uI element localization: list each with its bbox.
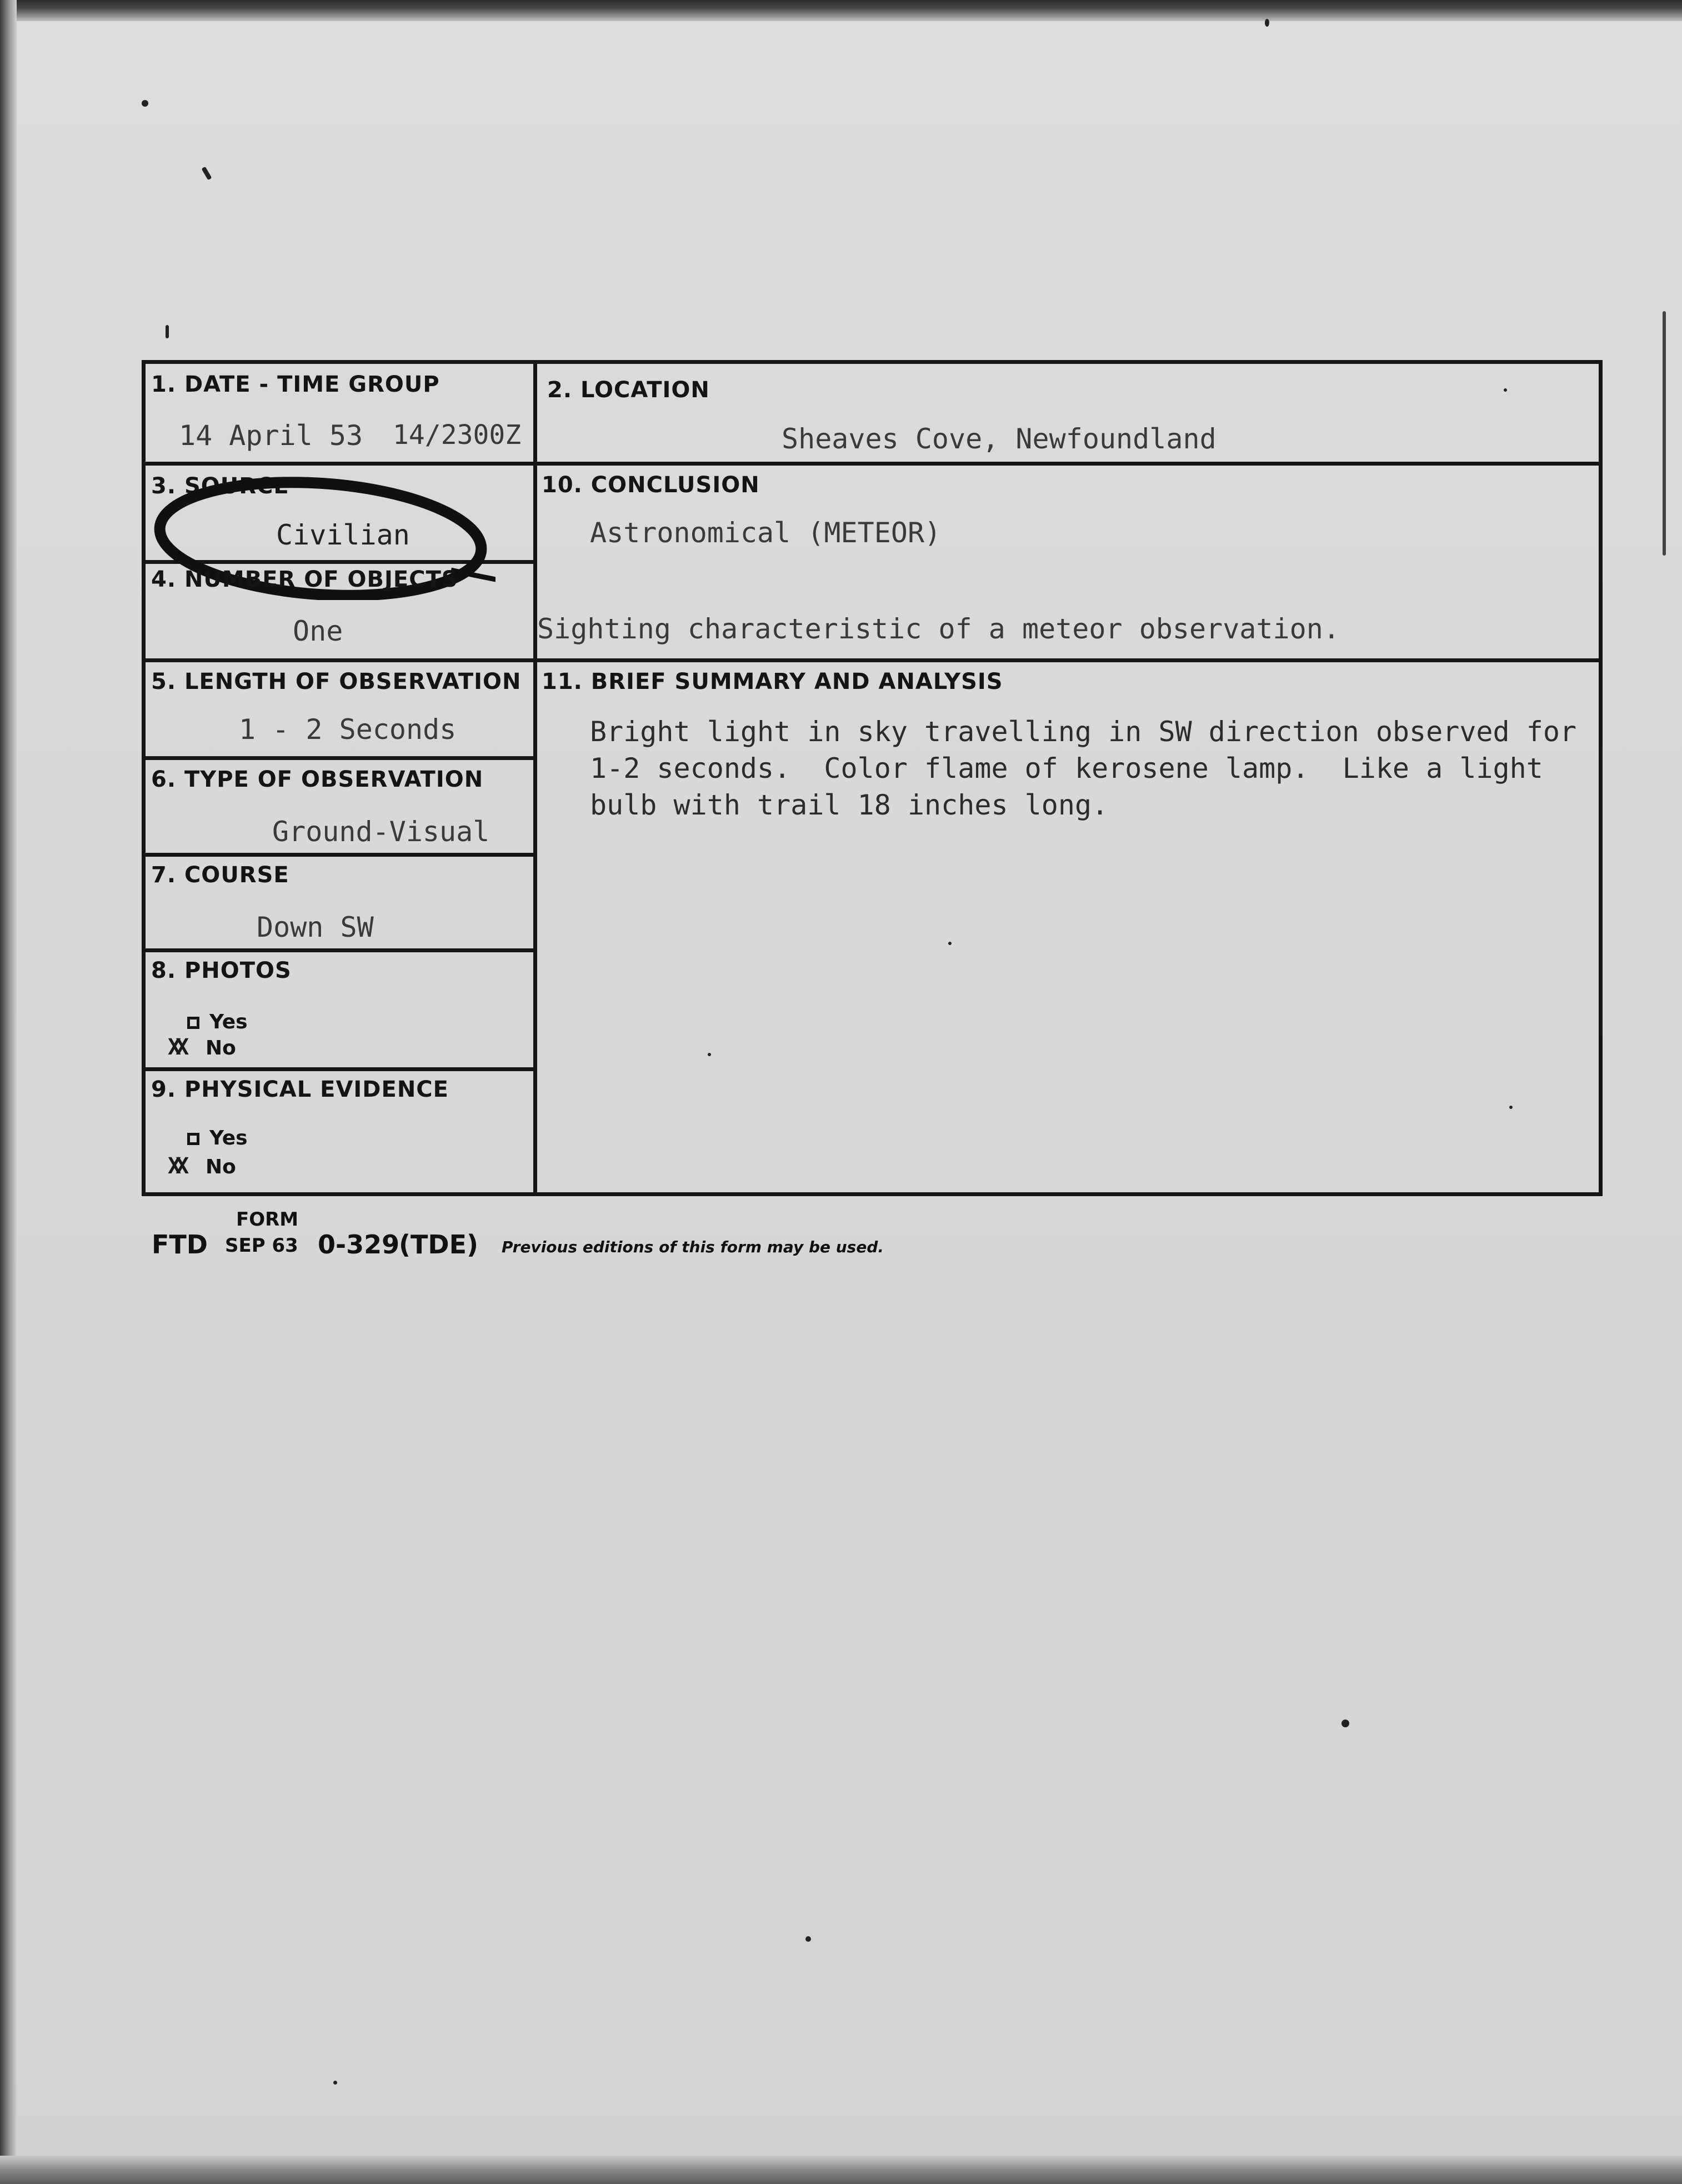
physical-evidence-yes-label: Yes	[209, 1127, 248, 1150]
photos-no-option[interactable]	[168, 1034, 236, 1060]
footer-ftd: FTD	[152, 1230, 208, 1260]
source-value: Civilian	[276, 519, 410, 551]
photos-yes-checkbox[interactable]	[187, 1017, 199, 1029]
row-divider	[146, 853, 537, 857]
row-divider	[146, 756, 537, 760]
summary-line-3: bulb with trail 18 inches long.	[590, 789, 1109, 821]
dust-speck	[1509, 1106, 1513, 1109]
dust-speck	[142, 100, 148, 107]
dust-speck	[166, 325, 169, 338]
location-value: Sheaves Cove, Newfoundland	[782, 423, 1217, 455]
type-of-observation-cell	[146, 760, 533, 853]
physical-evidence-no-option[interactable]	[168, 1153, 236, 1179]
photos-label: 8. PHOTOS	[151, 958, 292, 983]
summary-line-1: Bright light in sky travelling in SW direction observed for	[590, 716, 1577, 748]
location-label: 2. LOCATION	[547, 377, 710, 403]
photos-yes-label: Yes	[209, 1011, 248, 1033]
dust-speck	[333, 2081, 337, 2085]
dust-speck	[1265, 19, 1269, 27]
source-label: 3. SOURCE	[151, 473, 289, 499]
conclusion-label: 10. CONCLUSION	[542, 472, 760, 498]
date-time-group-cell	[146, 364, 533, 462]
photos-no-x-mark[interactable]: XX	[168, 1034, 184, 1060]
physical-evidence-yes-option[interactable]	[187, 1127, 248, 1150]
physical-evidence-cell	[146, 1071, 533, 1196]
row-divider	[533, 462, 1603, 466]
dust-speck	[202, 167, 212, 181]
number-of-objects-cell	[146, 564, 533, 658]
row-divider	[146, 462, 537, 466]
footer-date-code: SEP 63	[225, 1235, 298, 1257]
physical-evidence-yes-checkbox[interactable]	[187, 1133, 199, 1145]
summary-label: 11. BRIEF SUMMARY AND ANALYSIS	[542, 669, 1003, 694]
location-cell	[537, 364, 1603, 462]
course-value: Down SW	[257, 911, 374, 943]
scan-edge-top	[0, 0, 1682, 21]
conclusion-cell	[537, 466, 1603, 658]
column-divider	[533, 364, 537, 1196]
dust-speck	[805, 1936, 811, 1942]
scan-edge-bottom	[0, 2156, 1682, 2184]
row-divider	[146, 948, 537, 952]
conclusion-value: Astronomical (METEOR)	[590, 517, 942, 549]
length-of-observation-cell	[146, 662, 533, 756]
type-of-observation-value: Ground-Visual	[272, 816, 490, 848]
photos-cell	[146, 952, 533, 1067]
dust-speck	[1663, 311, 1666, 556]
summary-line-2: 1-2 seconds. Color flame of kerosene lamp. Like a light	[590, 752, 1543, 784]
footer-note: Previous editions of this form may be used.	[502, 1238, 884, 1256]
dust-speck	[948, 942, 952, 945]
photos-no-label: No	[206, 1037, 236, 1059]
length-of-observation-value: 1 - 2 Seconds	[239, 713, 457, 746]
conclusion-note: Sighting characteristic of a meteor observation.	[537, 613, 1340, 645]
type-of-observation-label: 6. TYPE OF OBSERVATION	[151, 767, 484, 792]
dust-speck	[1504, 388, 1507, 392]
scan-edge-left	[0, 0, 17, 2184]
footer-office: (TDE)	[399, 1230, 479, 1260]
course-cell	[146, 857, 533, 948]
dust-speck	[708, 1053, 711, 1056]
source-cell	[146, 466, 533, 560]
number-of-objects-label: 4. NUMBER OF OBJECTS	[151, 567, 458, 592]
date-time-group-label: 1. DATE - TIME GROUP	[151, 372, 440, 397]
dust-speck	[1341, 1720, 1349, 1727]
time-value: 14/2300Z	[393, 419, 522, 451]
summary-cell	[537, 662, 1603, 1196]
footer-form-number: 0-329	[318, 1230, 400, 1260]
physical-evidence-label: 9. PHYSICAL EVIDENCE	[151, 1077, 449, 1102]
physical-evidence-no-label: No	[206, 1156, 236, 1178]
number-of-objects-value: One	[293, 615, 343, 647]
row-divider	[146, 1067, 537, 1071]
report-form	[142, 360, 1603, 1196]
photos-yes-option[interactable]	[187, 1011, 248, 1033]
physical-evidence-no-x-mark[interactable]: XX	[168, 1153, 184, 1179]
date-value: 14 April 53	[179, 419, 363, 452]
length-of-observation-label: 5. LENGTH OF OBSERVATION	[151, 669, 522, 694]
row-divider	[146, 658, 1603, 662]
footer-form-word: FORM	[236, 1208, 299, 1231]
course-label: 7. COURSE	[151, 862, 289, 888]
